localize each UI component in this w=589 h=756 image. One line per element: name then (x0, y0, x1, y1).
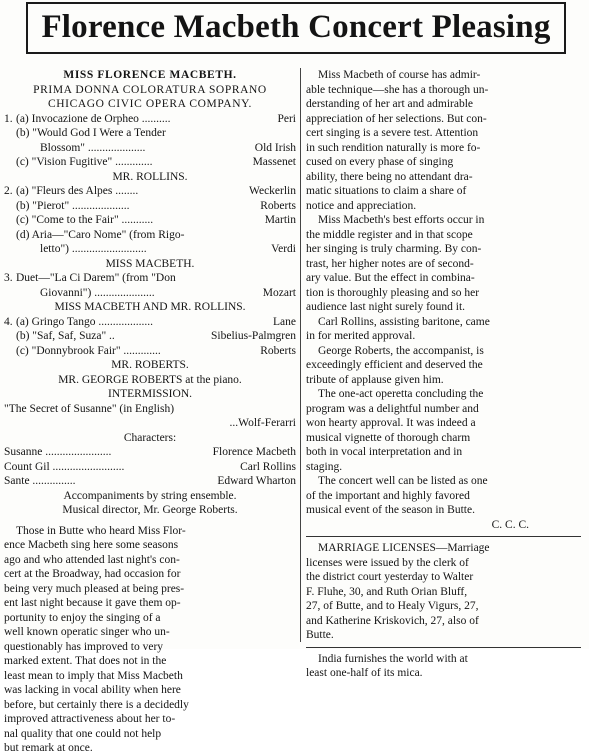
story-line: improved attractiveness about her to- (4, 713, 176, 725)
marriage-line: licenses were issued by the clerk of (306, 556, 469, 569)
column-divider (300, 68, 301, 642)
program-item-title: (b) "Saf, Saf, Suza" .. (16, 330, 115, 342)
program-item-title: (c) "Vision Fugitive" ............. (16, 156, 153, 168)
review-line: derstanding of her art and admirable (306, 98, 474, 110)
program-item (4, 112, 296, 127)
program-item-composer: Lane (273, 315, 296, 328)
program-performer-line: INTERMISSION. (107, 388, 192, 400)
program-item-title: (a) "Fleurs des Alpes ........ (16, 185, 139, 197)
program-item-title: (c) "Come to the Fair" ........... (16, 214, 154, 226)
left-story (4, 524, 296, 756)
marriage-line: the district court yesterday to Walter (306, 571, 474, 583)
program-performer-line: MR. GEORGE ROBERTS at the piano. (58, 373, 242, 386)
program-item-number (4, 126, 16, 141)
program-item (4, 199, 296, 214)
review-line: notice and appreciation. (306, 199, 417, 212)
story-line: well known operatic singer who un- (4, 626, 170, 638)
program-item (4, 242, 296, 257)
program-accompaniment: Accompaniments by string ensemble. (63, 489, 237, 502)
program-item-title: Giovanni") ..................... (40, 286, 155, 299)
review-line: tribute of applause given him. (306, 373, 444, 386)
program-item (4, 126, 296, 141)
program-item-title: letto") .......................... (40, 243, 147, 255)
story-line: nal quality that one could not help (4, 727, 162, 740)
program-item-number (4, 228, 16, 243)
headline: Florence Macbeth Concert Pleasing (41, 9, 551, 45)
story-line: marked extent. That does not in the (4, 655, 167, 667)
story-line: ence Macbeth sing here some seasons (4, 539, 179, 551)
character-row (4, 474, 296, 489)
program-item-composer: Roberts (260, 344, 296, 357)
program-item-number: 2. (4, 185, 13, 197)
review-line: in such rendition naturally is more fo- (306, 141, 481, 154)
filler-item (306, 652, 581, 681)
character-row (4, 445, 296, 460)
section-rule (306, 647, 581, 648)
review-line: her singing is truly charming. By con- (306, 243, 482, 255)
opera-line (4, 402, 296, 417)
program-item (4, 184, 296, 199)
review-line: Miss Macbeth of course has admir- (318, 69, 481, 81)
program-item-number (4, 286, 16, 301)
program-item-title: (a) Invocazione de Orpheo .......... (16, 112, 171, 125)
program-item (4, 315, 296, 330)
program-item-composer (294, 126, 296, 141)
program-item-title: (d) Aria—"Caro Nome" (from Rigo- (16, 228, 185, 241)
program-item-number (4, 344, 16, 359)
review-line: in for merited approval. (306, 330, 416, 342)
characters-list (4, 445, 296, 489)
program-performer-line: MR. ROBERTS. (111, 359, 189, 371)
review-line: exceedingly efficient and deserved the (306, 359, 483, 371)
left-column (4, 68, 296, 756)
opera-title: "The Secret of Susanne" (in English) (4, 402, 175, 415)
program-item-composer: Martin (264, 214, 296, 226)
program-item-composer: Old Irish (254, 141, 296, 154)
program-performer-line: MR. ROLLINS. (112, 170, 188, 183)
character-role: Susanne ....................... (4, 446, 112, 458)
program-item-composer: Roberts (260, 199, 296, 212)
program-item-title: (c) "Donnybrook Fair" ............. (16, 344, 161, 357)
program-item-composer: Weckerlin (249, 185, 296, 197)
review-line: able technique—she has a thorough un- (306, 83, 489, 96)
program-item-composer (294, 228, 296, 243)
program-performer-title: PRIMA DONNA COLORATURA SOPRANO (33, 83, 267, 96)
opera-composer: ...Wolf-Ferarri (229, 417, 296, 429)
marriage-licenses (306, 541, 581, 643)
story-line: questionably has improved to very (4, 640, 164, 653)
marriage-line: MARRIAGE LICENSES—Marriage (318, 542, 490, 554)
program-item-composer: Verdi (271, 243, 296, 255)
program-performer-line: MISS MACBETH. (105, 257, 195, 270)
program-item-title: (b) "Would God I Were a Tender (16, 127, 166, 139)
program-performer-company: CHICAGO CIVIC OPERA COMPANY. (47, 98, 253, 110)
section-rule (306, 536, 581, 537)
review-line: Carl Rollins, assisting baritone, came (318, 315, 490, 328)
program-item (4, 344, 296, 359)
review-story (306, 68, 581, 518)
program-header (4, 68, 296, 112)
character-actor: Edward Wharton (217, 475, 296, 487)
review-line: George Roberts, the accompanist, is (318, 344, 484, 357)
review-line: musical event of the season in Butte. (306, 504, 475, 516)
character-actor: Florence Macbeth (212, 446, 296, 458)
review-line: The one-act operetta concluding the (318, 388, 484, 400)
program-item (4, 271, 296, 286)
program-item-composer: Peri (277, 112, 296, 125)
marriage-line: F. Fluhe, 30, and Ruth Orian Bluff, (306, 585, 468, 598)
review-line: musical vignette of thorough charm (306, 431, 471, 444)
review-line: ability, there being no attendant dra- (306, 170, 473, 183)
marriage-line: 27, of Butte, and to Healy Vigurs, 27, (306, 600, 479, 612)
program-item-number (4, 199, 16, 214)
review-line: appreciation of her selections. But con- (306, 112, 487, 125)
program-item-composer: Massenet (252, 156, 296, 168)
review-line: audience last night surely found it. (306, 301, 466, 313)
characters-label: Characters: (123, 431, 177, 444)
program-item (4, 141, 296, 156)
review-line: cert singing is a severe test. Attention (306, 127, 479, 139)
program-item (4, 286, 296, 301)
story-line: before, but certainly there is a decidedly (4, 698, 189, 711)
story-line: least mean to imply that Miss Macbeth (4, 669, 183, 682)
review-line: tion is thoroughly pleasing and so her (306, 286, 480, 299)
story-line: cert at the Broadway, had occasion for (4, 568, 181, 580)
signature: C. C. C. (491, 518, 529, 531)
story-line: ent last night because it gave them op- (4, 597, 181, 609)
program-item-title: Duet—"La Ci Darem" (from "Don (16, 272, 176, 284)
program-item-composer (294, 271, 296, 286)
program-item-composer: Mozart (262, 286, 296, 299)
program-item-number (4, 213, 16, 228)
story-line: Those in Butte who heard Miss Flor- (16, 524, 186, 537)
program-item-title: (a) Gringo Tango ................... (16, 315, 153, 328)
program-item-number (4, 329, 16, 344)
program-item-number (4, 141, 16, 156)
program-performer-line: MISS MACBETH AND MR. ROLLINS. (54, 301, 246, 313)
review-line: The concert well can be listed as one (318, 475, 488, 487)
character-role: Sante ............... (4, 475, 76, 487)
program-item-title: Blossom" .................... (40, 141, 146, 154)
review-line: the middle register and in that scope (306, 228, 473, 241)
right-column (306, 68, 581, 681)
program-item-number (4, 155, 16, 170)
program-item-title: (b) "Pierot" .................... (16, 199, 130, 212)
program-item (4, 329, 296, 344)
character-role: Count Gil ......................... (4, 460, 125, 473)
story-line: was lacking in vocal ability when here (4, 684, 181, 696)
program-director: Musical director, Mr. George Roberts. (62, 504, 238, 516)
program-item-number: 3. (4, 272, 13, 284)
marriage-line: and Katherine Kriskovich, 27, also of (306, 614, 479, 627)
review-line: cused on every phase of singing (306, 156, 454, 168)
story-line: ago and who attended last night's con- (4, 553, 180, 566)
program-item (4, 155, 296, 170)
program-item-number (4, 242, 16, 257)
program-list (4, 112, 296, 402)
program-item-composer: Sibelius-Palmgren (211, 330, 296, 342)
review-line: won hearty approval. It was indeed a (306, 417, 476, 429)
story-line: but remark at once. (4, 742, 93, 754)
program-item-number: 4. (4, 315, 13, 328)
story-line: being very much pleased at being pres- (4, 582, 185, 595)
review-line: staging. (306, 460, 343, 473)
review-line: trast, her higher notes are of second- (306, 257, 474, 270)
filler-line: least one-half of its mica. (306, 667, 423, 679)
review-line: both in vocal interpretation and in (306, 446, 463, 458)
program-performer: MISS FLORENCE MACBETH. (63, 69, 237, 81)
headline-box (26, 2, 566, 54)
character-row (4, 460, 296, 475)
filler-line: India furnishes the world with at (318, 652, 468, 665)
review-line: ary value. But the effect in combina- (306, 272, 475, 284)
character-actor: Carl Rollins (240, 460, 296, 473)
program-item (4, 228, 296, 243)
review-line: program was a delightful number and (306, 402, 479, 415)
story-line: portunity to enjoy the singing of a (4, 611, 161, 624)
marriage-line: Butte. (306, 629, 334, 641)
review-line: of the important and highly favored (306, 489, 470, 502)
program-item-number: 1. (4, 112, 13, 125)
review-line: Miss Macbeth's best efforts occur in (318, 214, 485, 226)
review-line: matic situations to claim a share of (306, 185, 467, 197)
program-item (4, 213, 296, 228)
